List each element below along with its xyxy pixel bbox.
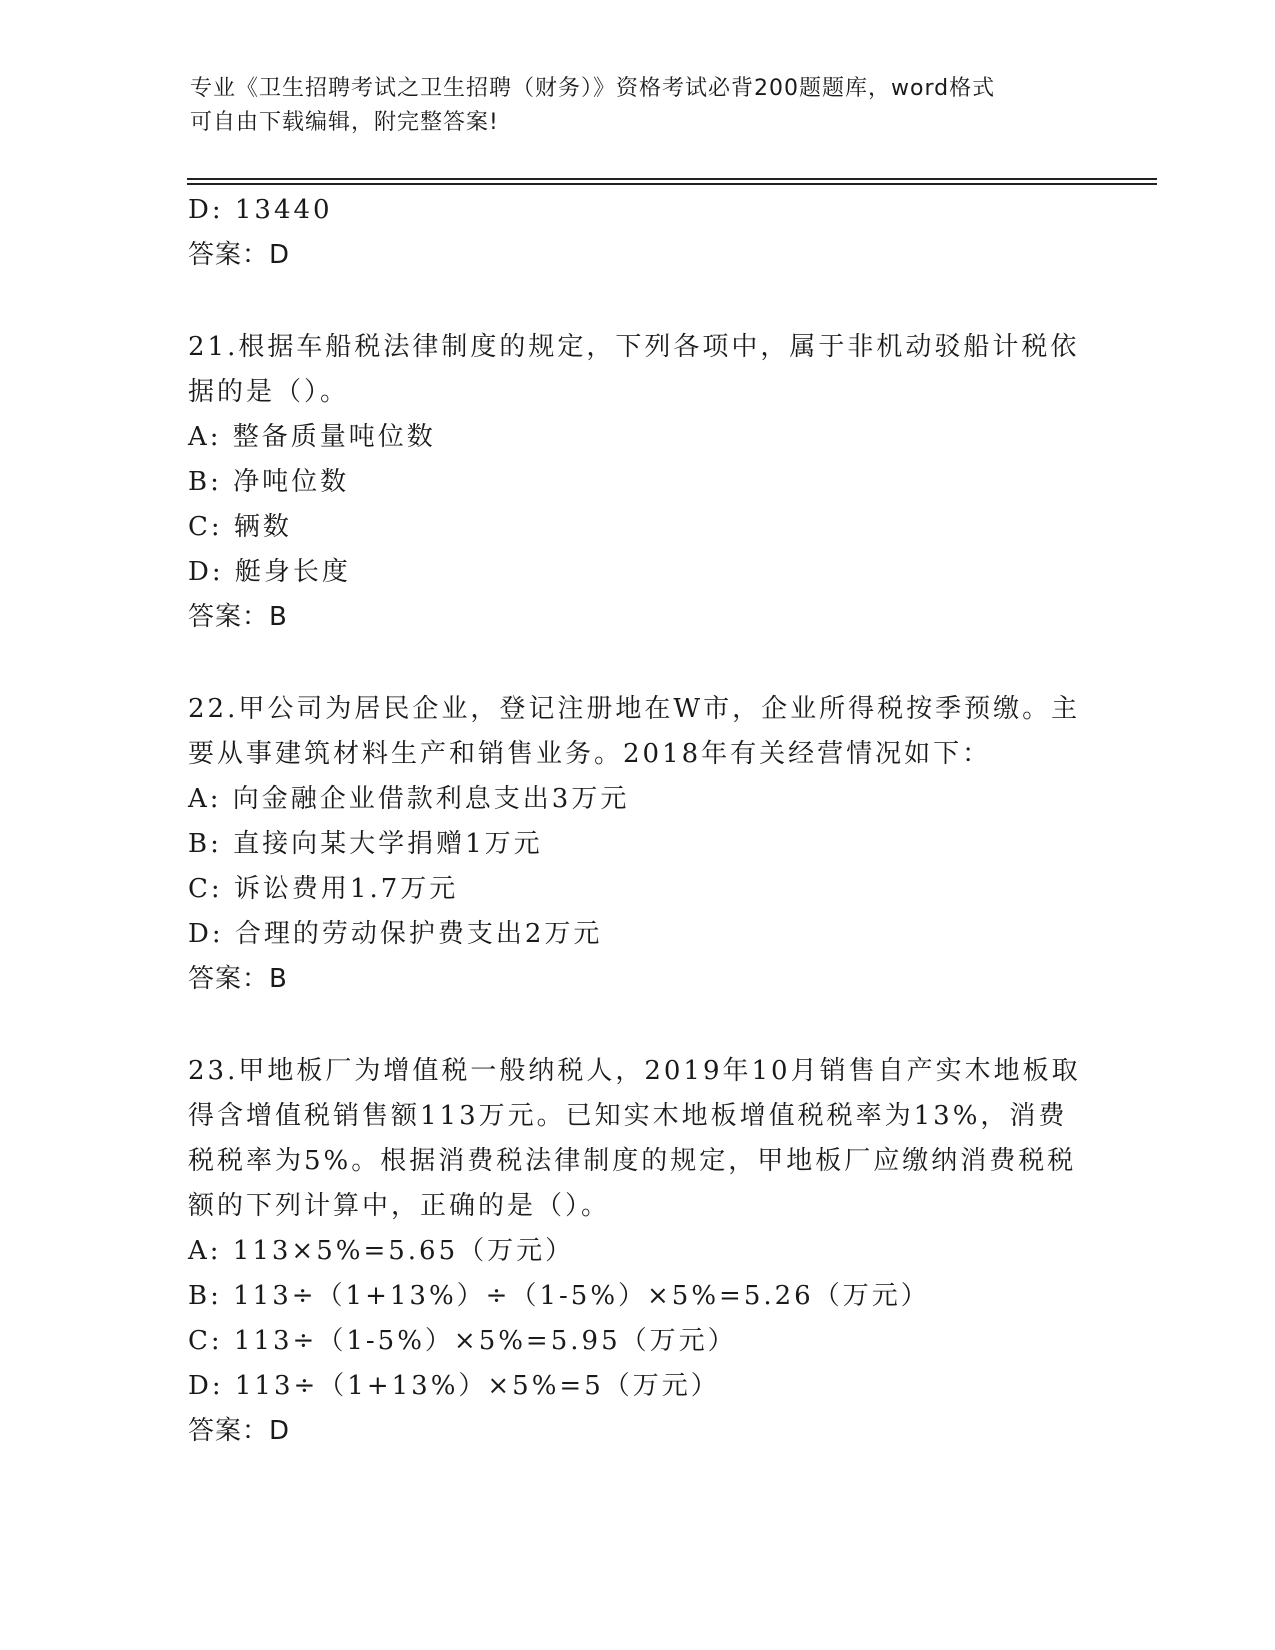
question-stem-line: 23.甲地板厂为增值税一般纳税人，2019年10月销售自产实木地板取	[188, 1056, 1081, 1086]
question-22	[188, 687, 1088, 1002]
option-c: C: 辆数	[188, 512, 292, 542]
spacer	[188, 278, 1088, 325]
option-c: C: 113÷（1-5%）×5%=5.95（万元）	[188, 1326, 737, 1356]
spacer	[188, 1002, 1088, 1049]
option-b: B: 直接向某大学捐赠1万元	[188, 829, 543, 859]
option-d: D: 艇身长度	[188, 557, 351, 587]
option-a: A: 整备质量吨位数	[188, 422, 436, 452]
answer: 答案：B	[188, 602, 288, 632]
option-a: A: 向金融企业借款利息支出3万元	[188, 784, 630, 814]
prev-option-d: D: 13440	[188, 195, 333, 225]
header-title-line-2: 可自由下载编辑，附完整答案!	[190, 110, 499, 135]
question-stem-line: 据的是（）。	[188, 377, 350, 407]
question-23	[188, 1049, 1088, 1454]
answer: 答案：D	[188, 1416, 291, 1446]
question-stem-line: 要从事建筑材料生产和销售业务。2018年有关经营情况如下：	[188, 739, 992, 769]
question-stem-line: 税税率为5%。根据消费税法律制度的规定，甲地板厂应缴纳消费税税	[188, 1146, 1077, 1176]
answer: 答案：B	[188, 964, 288, 994]
question-stem-line: 21.根据车船税法律制度的规定，下列各项中，属于非机动驳船计税依	[188, 332, 1080, 362]
option-b: B: 113÷（1+13%）÷（1-5%）×5%=5.26（万元）	[188, 1281, 930, 1311]
spacer	[188, 640, 1088, 687]
question-21	[188, 325, 1088, 640]
option-a: A: 113×5%=5.65（万元）	[188, 1236, 575, 1266]
question-stem-line: 22.甲公司为居民企业，登记注册地在W市，企业所得税按季预缴。主	[188, 694, 1081, 724]
question-stem-line: 额的下列计算中，正确的是（）。	[188, 1191, 611, 1221]
question-stem-line: 得含增值税销售额113万元。已知实木地板增值税税率为13%，消费	[188, 1101, 1068, 1131]
option-b: B: 净吨位数	[188, 467, 350, 497]
option-d: D: 合理的劳动保护费支出2万元	[188, 919, 603, 949]
header-divider-bottom	[187, 183, 1157, 185]
header-title-line-1: 专业《卫生招聘考试之卫生招聘（财务）》资格考试必背200题题库，word格式	[190, 76, 996, 101]
question-list	[188, 188, 1088, 1454]
option-c: C: 诉讼费用1.7万元	[188, 874, 459, 904]
prev-answer: 答案：D	[188, 240, 291, 270]
header-divider-top	[187, 178, 1157, 180]
option-d: D: 113÷（1+13%）×5%=5（万元）	[188, 1371, 720, 1401]
document-header	[190, 72, 1090, 140]
